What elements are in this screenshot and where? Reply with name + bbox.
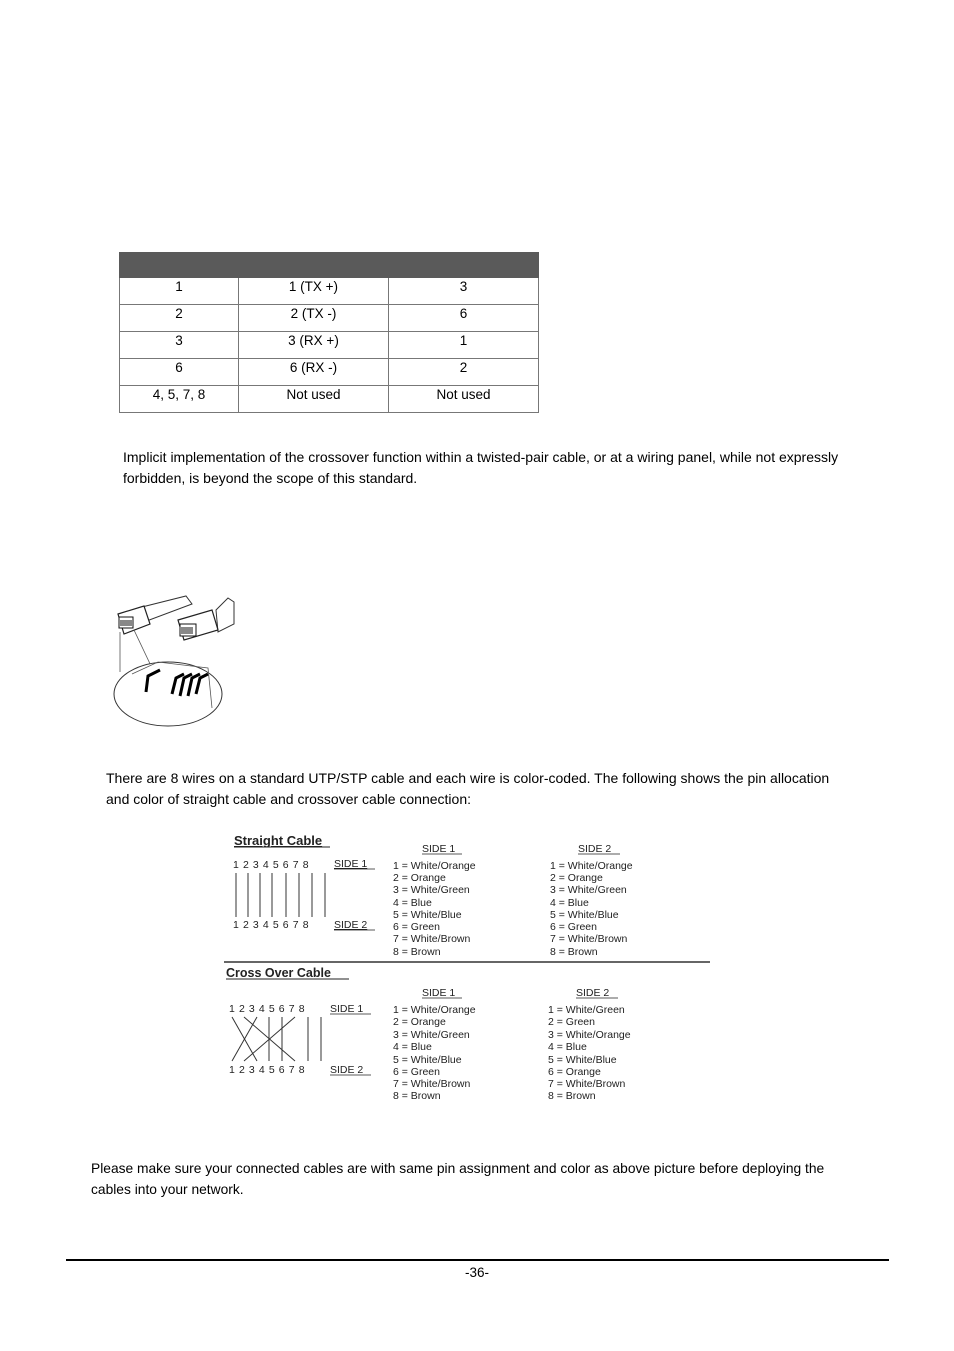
list-item: 7 = White/Brown	[548, 1078, 626, 1090]
table-cell: 2	[389, 359, 539, 386]
list-item: 7 = White/Brown	[393, 933, 471, 945]
table-cell: 3 (RX +)	[239, 332, 389, 359]
paragraph-line: Implicit implementation of the crossover function within a twisted-pair cable, or at a wiring panel, while not expressly	[123, 449, 839, 465]
list-item: 3 = White/Green	[550, 884, 627, 896]
straight-side2-header: SIDE 2	[578, 843, 612, 855]
cross-pin-numbers-bottom: 1 2 3 4 5 6 7 8	[229, 1064, 306, 1076]
list-item: 4 = Blue	[393, 1041, 432, 1053]
list-item: 5 = White/Blue	[550, 909, 619, 921]
list-item: 1 = White/Green	[548, 1004, 625, 1016]
table-cell: 1 (TX +)	[239, 278, 389, 305]
table-row	[120, 359, 539, 386]
list-item: 8 = Brown	[393, 946, 441, 958]
cable-wiring-diagram	[220, 828, 714, 1104]
list-item: 7 = White/Brown	[550, 933, 628, 945]
table-cell: 1	[389, 332, 539, 359]
list-item: 4 = Blue	[393, 897, 432, 909]
list-item: 6 = Green	[393, 921, 440, 933]
footer-divider	[66, 1259, 889, 1261]
straight-cable-title: Straight Cable	[234, 833, 323, 848]
table-cell: 6 (RX -)	[239, 359, 389, 386]
table-cell: 3	[120, 332, 239, 359]
list-item: 4 = Blue	[550, 897, 589, 909]
table-cell: 6	[389, 305, 539, 332]
cross-pin-numbers-top: 1 2 3 4 5 6 7 8	[229, 1003, 306, 1015]
list-item: 5 = White/Blue	[548, 1054, 617, 1066]
list-item: 5 = White/Blue	[393, 909, 462, 921]
straight-wires	[236, 873, 325, 917]
list-item: 3 = White/Orange	[548, 1029, 631, 1041]
cross-side1-list	[393, 1004, 476, 1102]
table-cell: 2 (TX -)	[239, 305, 389, 332]
cross-cable-title: Cross Over Cable	[226, 966, 331, 980]
paragraph-line: and color of straight cable and crossover cable connection:	[106, 791, 471, 807]
table-cell: Not used	[389, 386, 539, 413]
table-cell: 1	[120, 278, 239, 305]
list-item: 7 = White/Brown	[393, 1078, 471, 1090]
paragraph-line: cables into your network.	[91, 1182, 244, 1197]
cross-wires	[232, 1017, 321, 1061]
table-header-cell	[239, 253, 389, 278]
list-item: 2 = Orange	[393, 872, 446, 884]
list-item: 6 = Green	[393, 1066, 440, 1078]
straight-side1-header: SIDE 1	[422, 843, 456, 855]
list-item: 2 = Orange	[393, 1016, 446, 1028]
straight-side2-list	[550, 860, 633, 958]
list-item: 5 = White/Blue	[393, 1054, 462, 1066]
rj45-connector-illustration	[108, 590, 248, 732]
table-header-row	[120, 253, 539, 278]
cross-side1-header: SIDE 1	[422, 987, 456, 999]
cross-side2-header: SIDE 2	[576, 987, 610, 999]
straight-side1-list	[393, 860, 476, 958]
list-item: 8 = Brown	[393, 1090, 441, 1102]
closing-paragraph	[91, 1158, 881, 1200]
table-row	[120, 278, 539, 305]
straight-side2-label: SIDE 2	[334, 919, 368, 931]
table-row	[120, 386, 539, 413]
wires-paragraph	[106, 768, 876, 810]
list-item: 2 = Orange	[550, 872, 603, 884]
list-item: 6 = Orange	[548, 1066, 601, 1078]
list-item: 6 = Green	[550, 921, 597, 933]
straight-pin-numbers-bottom: 1 2 3 4 5 6 7 8	[233, 919, 310, 931]
table-cell: 6	[120, 359, 239, 386]
list-item: 8 = Brown	[550, 946, 598, 958]
table-cell: 2	[120, 305, 239, 332]
list-item: 4 = Blue	[548, 1041, 587, 1053]
list-item: 8 = Brown	[548, 1090, 596, 1102]
list-item: 1 = White/Orange	[393, 860, 476, 872]
list-item: 1 = White/Orange	[393, 1004, 476, 1016]
paragraph-line: Please make sure your connected cables are with same pin assignment and color as above picture before deploying the	[91, 1161, 825, 1176]
table-cell: 4, 5, 7, 8	[120, 386, 239, 413]
table-cell: Not used	[239, 386, 389, 413]
list-item: 2 = Green	[548, 1016, 595, 1028]
list-item: 1 = White/Orange	[550, 860, 633, 872]
cross-side1-label: SIDE 1	[330, 1003, 364, 1015]
list-item: 3 = White/Green	[393, 884, 470, 896]
paragraph-line: There are 8 wires on a standard UTP/STP cable and each wire is color-coded. The following shows the pin allocation	[106, 770, 830, 786]
cross-side2-label: SIDE 2	[330, 1064, 364, 1076]
pin-assignment-table	[119, 252, 539, 413]
page-number: -36-	[464, 1265, 489, 1280]
table-row	[120, 332, 539, 359]
crossover-note-paragraph	[123, 447, 883, 489]
table-header-cell	[389, 253, 539, 278]
straight-side1-label: SIDE 1	[334, 858, 368, 870]
straight-pin-numbers-top: 1 2 3 4 5 6 7 8	[233, 859, 310, 871]
table-header-cell	[120, 253, 239, 278]
table-cell: 3	[389, 278, 539, 305]
list-item: 3 = White/Green	[393, 1029, 470, 1041]
paragraph-line: forbidden, is beyond the scope of this standard.	[123, 470, 418, 486]
table-row	[120, 305, 539, 332]
cross-side2-list	[548, 1004, 631, 1102]
